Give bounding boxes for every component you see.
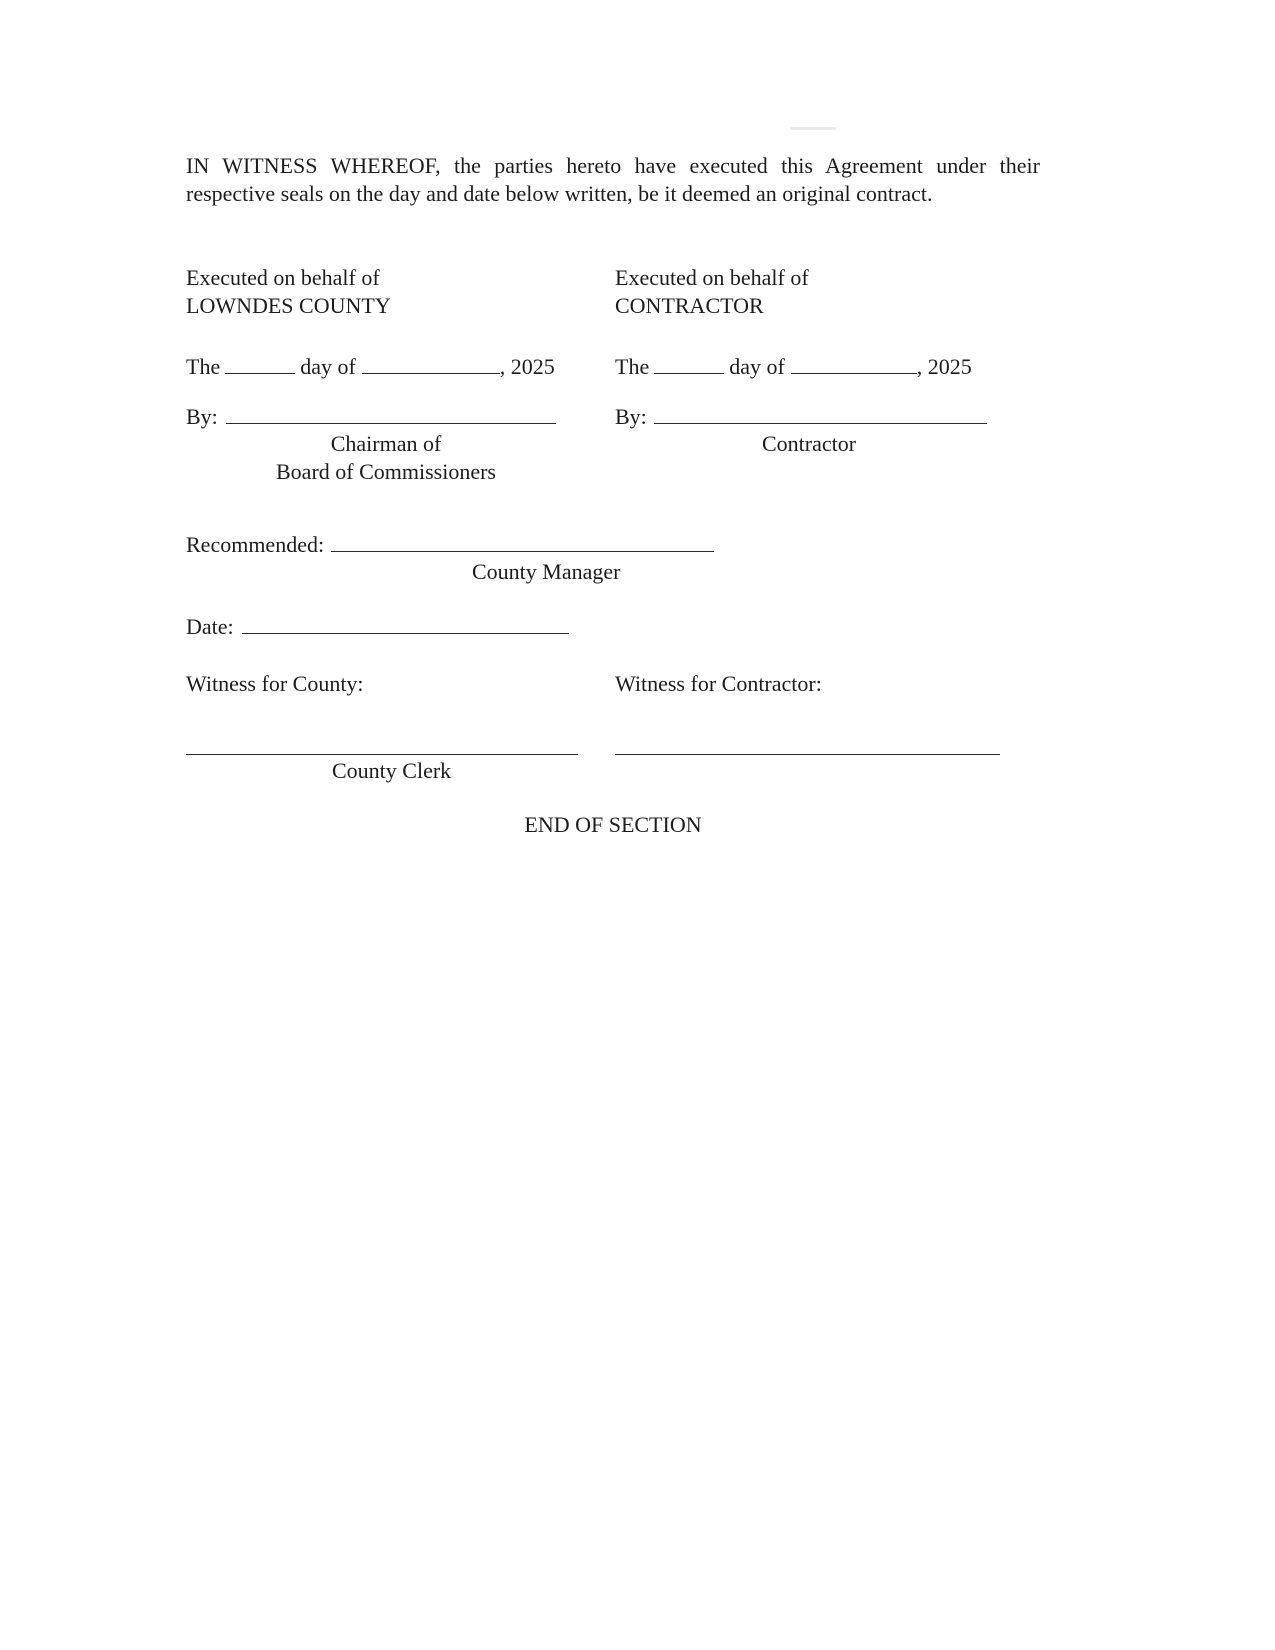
witness-labels-row [186,670,1040,698]
county-clerk-caption-row [186,755,1040,785]
day-of-label-right: day of [729,354,785,379]
the-label-right: The [615,354,650,379]
witness-for-contractor-label: Witness for Contractor: [615,671,822,696]
execution-date-right [615,354,1040,380]
by-captions-row [186,430,1040,486]
witness-for-county-label: Witness for County: [186,671,364,696]
executed-left-line2: LOWNDES COUNTY [186,293,391,318]
execution-date-row [186,354,1040,380]
the-label-left: The [186,354,221,379]
by-left [186,404,615,430]
recommended-label: Recommended: [186,532,325,557]
by-right [615,404,1040,430]
scan-artifact [790,127,836,130]
recommended-row [186,532,1040,558]
date-row [186,614,1040,640]
contractor-caption: Contractor [761,431,857,456]
by-caption-left-block [186,430,615,486]
witness-clause-paragraph: IN WITNESS WHEREOF, the parties hereto have executed this Agreement under their respective seals on the day and date below written, be it deemed an original contract. [186,153,1040,206]
end-of-section-text: END OF SECTION [524,812,702,837]
county-manager-caption: County Manager [472,559,621,584]
by-signature-line-left [226,404,556,424]
by-signature-line-right [654,404,987,424]
day-blank-line-right [654,354,724,374]
executed-right-block [615,264,1040,320]
by-label-left: By: [186,404,218,429]
county-clerk-caption: County Clerk [332,758,452,783]
day-blank-line-left [225,354,295,374]
executed-left-block [186,264,615,320]
month-blank-line-right [791,354,917,374]
date-blank-line [242,614,569,634]
chairman-caption: Chairman of [330,431,442,456]
executed-left-line1: Executed on behalf of [186,265,380,290]
board-of-commissioners-caption: Board of Commissioners [276,459,496,484]
executed-right-line1: Executed on behalf of [615,265,809,290]
by-caption-right-block [615,430,1040,486]
year-label-right: , 2025 [916,354,972,379]
day-of-label-left: day of [300,354,356,379]
by-label-right: By: [615,404,647,429]
month-blank-line-left [362,354,500,374]
executed-blocks-row [186,264,1040,320]
year-label-left: , 2025 [499,354,555,379]
page-content [186,152,1040,839]
date-label: Date: [186,614,234,639]
executed-right-line2: CONTRACTOR [615,293,764,318]
county-manager-caption-row [186,558,1040,586]
witness-signature-line-right [615,754,1000,755]
execution-date-left [186,354,615,380]
by-signature-row [186,404,1040,430]
recommended-signature-line [331,532,714,552]
